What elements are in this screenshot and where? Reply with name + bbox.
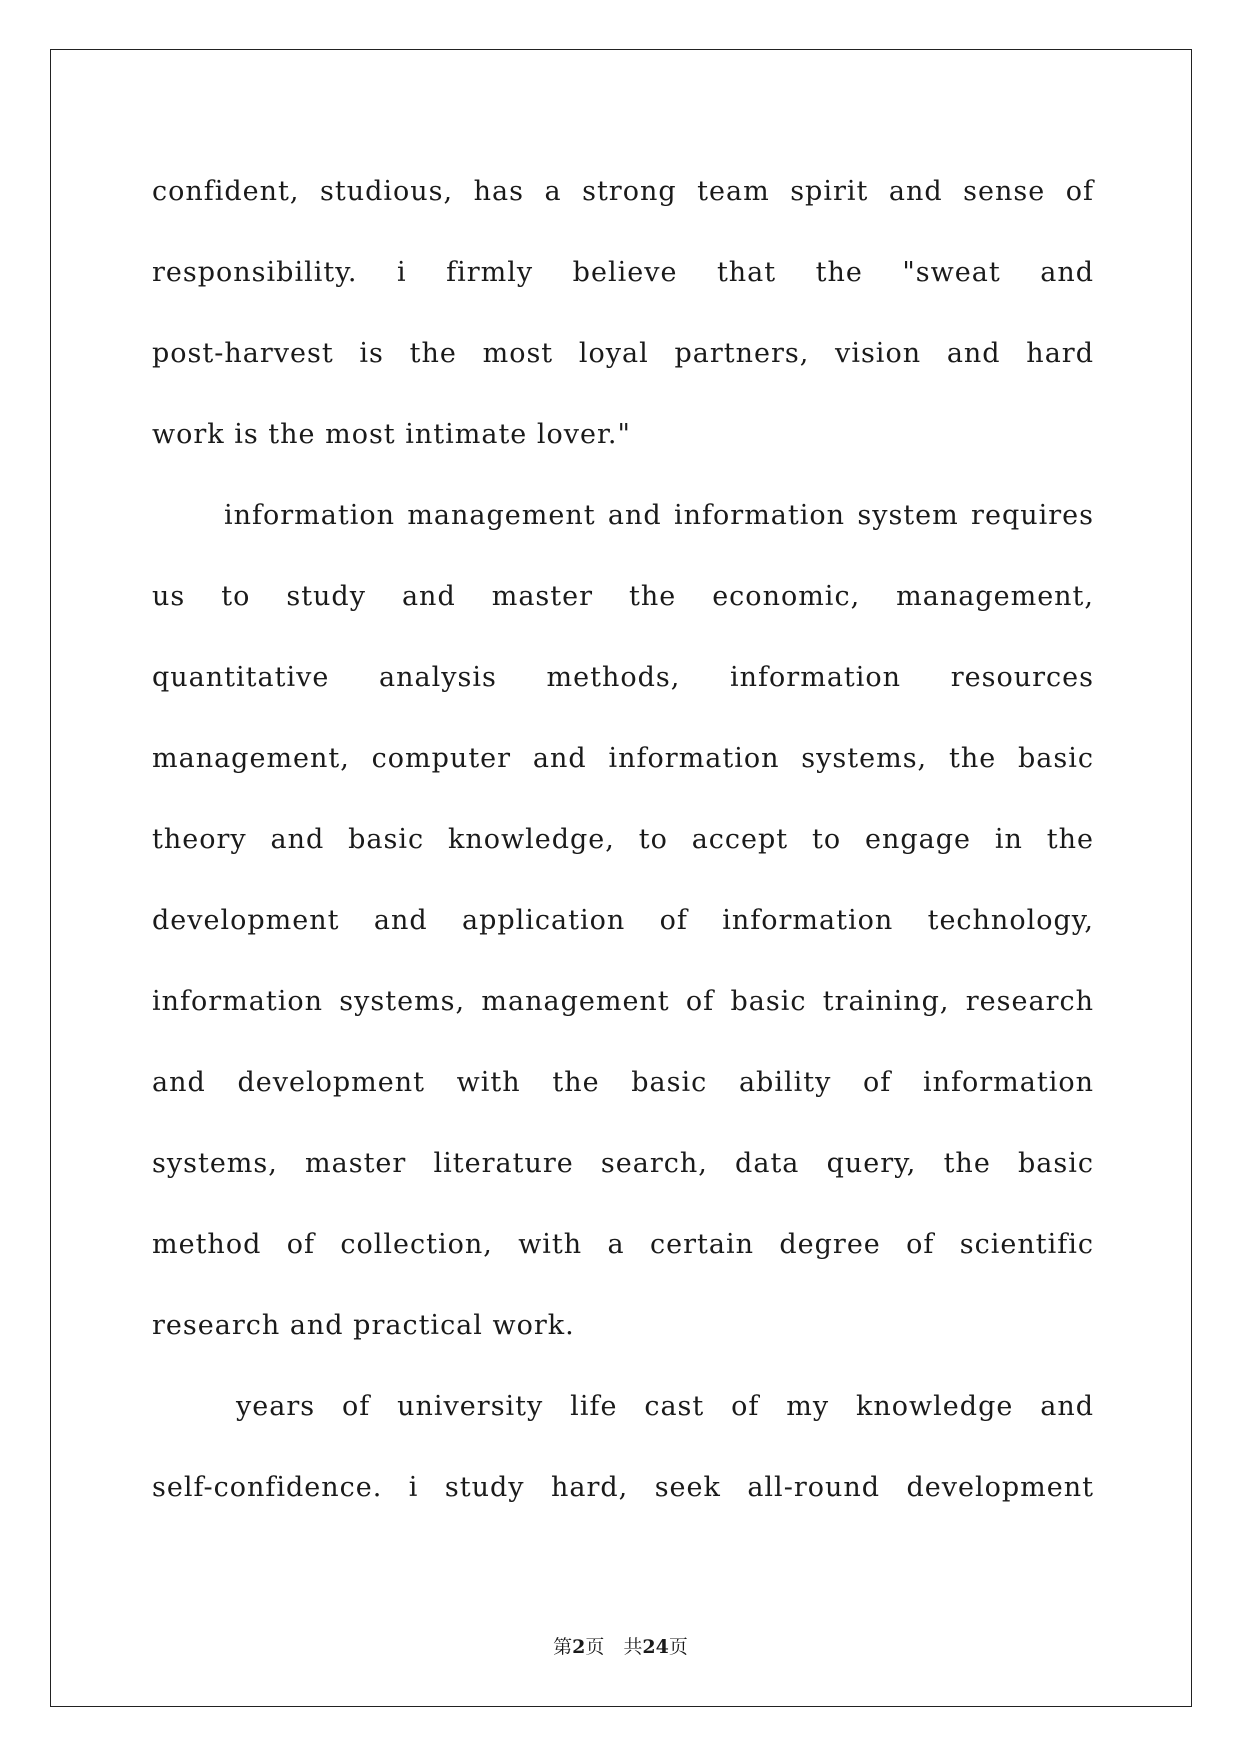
text-line: theory and basic knowledge, to accept to engage in the — [152, 824, 1094, 855]
current-page-number: 2 — [572, 1636, 586, 1658]
page-footer — [0, 1632, 1241, 1659]
text-line: self-confidence. i study hard, seek all-round development — [152, 1472, 1094, 1503]
text-line: research and practical work. — [152, 1310, 575, 1341]
text-line: method of collection, with a certain degree of scientific — [152, 1229, 1094, 1260]
text-line: information systems, management of basic training, research — [152, 986, 1094, 1017]
text-line: management, computer and information systems, the basic — [152, 743, 1094, 774]
text-line: post-harvest is the most loyal partners, vision and hard — [152, 338, 1094, 369]
total-pages-number: 24 — [642, 1636, 669, 1658]
footer-suffix: 页 — [668, 1636, 688, 1658]
text-line: information management and information system requires — [224, 500, 1094, 531]
text-line: and development with the basic ability of information — [152, 1067, 1094, 1098]
text-line: confident, studious, has a strong team spirit and sense of — [152, 176, 1094, 207]
page-border — [50, 49, 1192, 1707]
text-line: quantitative analysis methods, information resources — [152, 662, 1094, 693]
text-line: years of university life cast of my knowledge and — [236, 1391, 1094, 1422]
text-line: systems, master literature search, data query, the basic — [152, 1148, 1094, 1179]
text-line: development and application of information technology, — [152, 905, 1094, 936]
footer-prefix: 第 — [553, 1636, 573, 1658]
text-line: us to study and master the economic, management, — [152, 581, 1094, 612]
text-line: responsibility. i firmly believe that the "sweat and — [152, 257, 1094, 288]
footer-middle: 页 共 — [585, 1636, 643, 1658]
text-line: work is the most intimate lover." — [152, 419, 631, 450]
